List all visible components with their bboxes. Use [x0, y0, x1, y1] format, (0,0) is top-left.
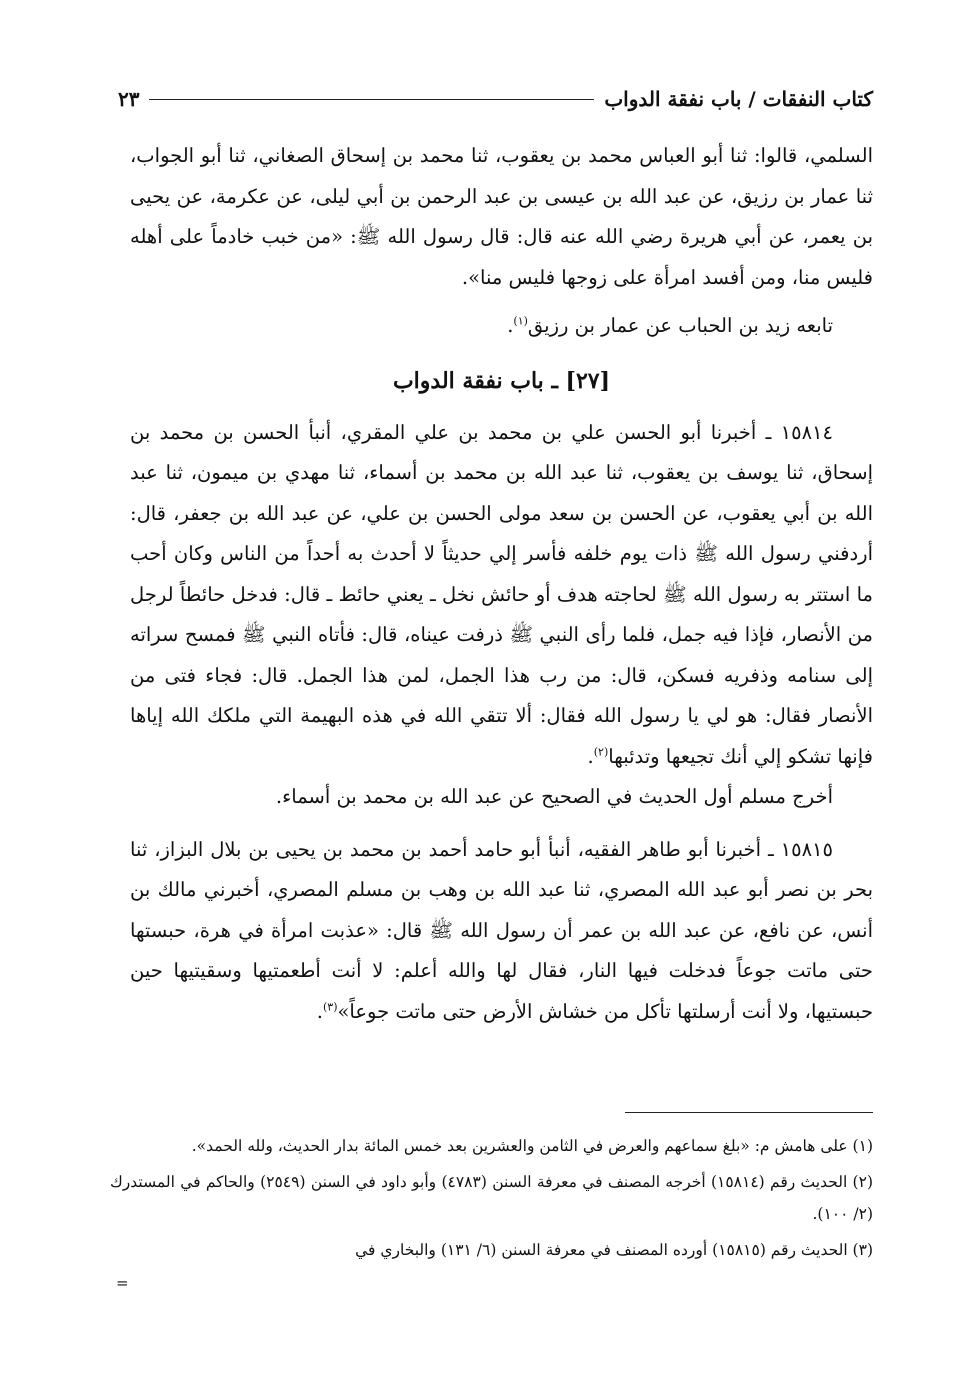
page-number: ٢٣ [118, 87, 140, 111]
footnote-2: (٢) الحديث رقم (١٥٨١٤) أخرجه المصنف في معرفة السنن (٤٧٨٣) وأبو داود في السنن (٢٥٤٩) والحاكم في المستدرك (٢/ ١٠٠). [110, 1173, 873, 1223]
footnote-separator [625, 1112, 873, 1113]
hadith-text: ١٥٨١٤ ـ أخبرنا أبو الحسن علي بن محمد بن علي المقري، أنبأ الحسن بن محمد بن إسحاق، ثنا يوسف بن يعقوب، ثنا عبد الله بن محمد بن أسماء، ثنا مهدي بن ميمون، ثنا عبد الله بن أبي يعقوب، عن الحسن بن سعد مولى الحسن بن علي، عن عبد الله بن جعفر، قال: أردفني رسول الله ﷺ ذات يوم خلفه فأسر إلي حديثاً لا أحدث به أحداً من الناس وكان أحب ما استتر به رسول الله ﷺ لحاجته هدف أو حائش نخل ـ يعني حائط ـ قال: فدخل حائطاً لرجل من الأنصار، فإذا فيه جمل، فلما رأى النبي ﷺ ذرفت عيناه، قال: فأتاه النبي ﷺ فمسح سراته إلى سنامه وذفريه فسكن، قال: من رب هذا الجمل، لمن هذا الجمل. قال: فجاء فتى من الأنصار فقال: هو لي يا رسول الله فقال: ألا تتقي الله في هذه البهيمة التي ملكك الله إياها فإنها تشكو إلي أنك تجيعها وتدئبها [130, 420, 873, 768]
hadith-15815 [130, 830, 873, 1033]
running-header [118, 82, 873, 116]
footnote-1: (١) على هامش م: «بلغ سماعهم والعرض في الثامن والعشرين بعد خمس المائة بدار الحديث، ولله الحمد». [191, 1137, 873, 1155]
paragraph-isnad-continuation: السلمي، قالوا: ثنا أبو العباس محمد بن يعقوب، ثنا محمد بن إسحاق الصغاني، ثنا أبو الجواب، ثنا عمار بن رزيق، عن عبد الله بن عيسى بن عبد الرحمن بن أبي ليلى، عن عكرمة، عن يحيى بن يعمر، عن أبي هريرة رضي الله عنه قال: قال رسول الله ﷺ: «من خبب خادماً على أهله فليس منا، ومن أفسد امرأة على زوجها فليس منا». [130, 144, 873, 289]
footnote-ref-1: (١) [513, 314, 528, 328]
main-text [130, 136, 873, 1032]
hadith-end: . [587, 744, 594, 768]
paragraph-end: . [507, 314, 514, 337]
takhrij-note: أخرج مسلم أول الحديث في الصحيح عن عبد الله بن محمد بن أسماء. [275, 785, 833, 808]
paragraph-text: تابعه زيد بن الحباب عن عمار بن رزيق [527, 314, 833, 337]
paragraph-mutaba [130, 306, 873, 347]
hadith-15814 [130, 413, 873, 778]
continuation-mark: = [116, 1274, 129, 1292]
header-rule [149, 99, 594, 100]
hadith-text: ١٥٨١٥ ـ أخبرنا أبو طاهر الفقيه، أنبأ أبو حامد أحمد بن محمد بن يحيى بن بلال البزاز، ثنا بحر بن نصر أبو عبد الله المصري، ثنا عبد الله بن وهب بن مسلم المصري، أخبرني مالك بن أنس، عن نافع، عن عبد الله بن عمر أن رسول الله ﷺ قال: «عذبت امرأة في هرة، حبستها حتى ماتت جوعاً فدخلت فيها النار، فقال لها والله أعلم: لا أنت أطعمتيها وسقيتيها حين حبستيها، ولا أنت أرسلتها تأكل من خشاش الأرض حتى ماتت جوعاً» [130, 837, 873, 1023]
footnote-3: (٣) الحديث رقم (١٥٨١٥) أورده المصنف في معرفة السنن (٦/ ١٣١) والبخاري في [355, 1241, 873, 1259]
running-title: كتاب النفقات / باب نفقة الدواب [604, 87, 873, 111]
hadith-end: . [316, 999, 323, 1023]
footnotes [110, 1130, 873, 1270]
footnote-ref-2: (٢) [593, 745, 609, 758]
chapter-heading: [٢٧] ـ باب نفقة الدواب [392, 367, 611, 394]
footnote-ref-3: (٣) [322, 1000, 338, 1013]
